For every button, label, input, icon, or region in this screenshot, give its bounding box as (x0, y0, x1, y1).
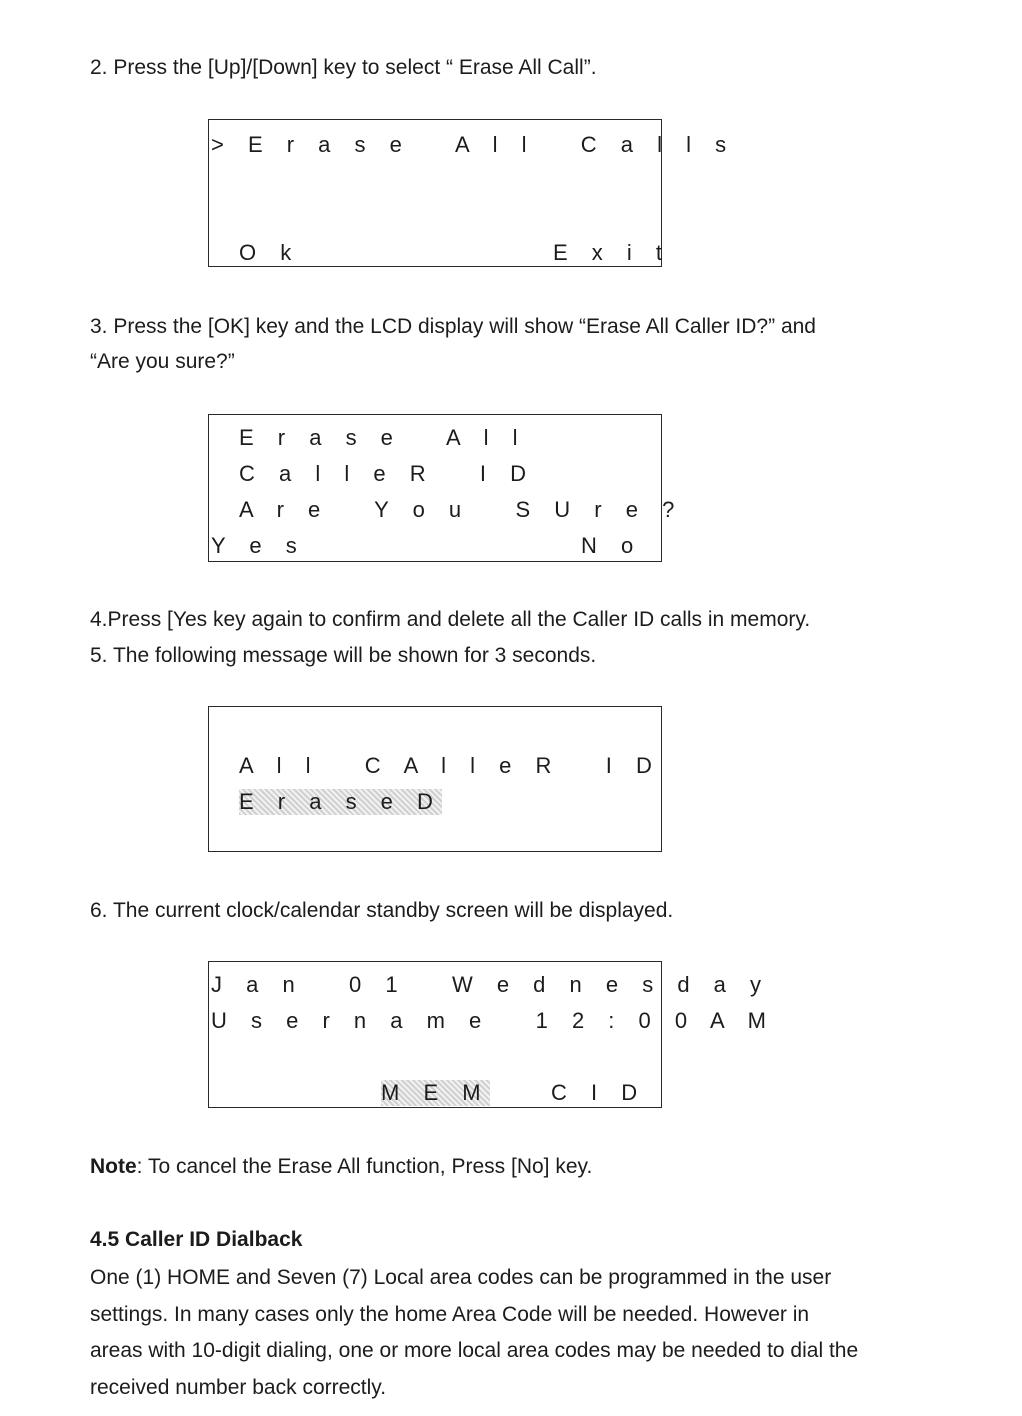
lcd-softkey-mem: M E M (381, 1080, 490, 1105)
step-5-text: 5. The following message will be shown for 3 seconds. (90, 644, 597, 667)
lcd-screen-erase-all-calls (208, 119, 736, 267)
lcd-line-erase-all: E r a s e A l l (239, 425, 527, 450)
section-body-line: settings. In many cases only the home Area Code will be needed. However in (90, 1302, 810, 1326)
lcd-line-date: J a n 0 1 W e d n e s d a y (211, 972, 771, 997)
lcd-softkey-yes: Y e s (211, 533, 306, 558)
step-4-text: 4.Press [Yes key again to confirm and delete all the Caller ID calls in memory. (90, 608, 811, 631)
lcd-softkey-cid: C I D (551, 1080, 647, 1105)
lcd-softkey-exit: E x i t (553, 240, 672, 265)
lcd-line-caller-id: C a l l e R I D (239, 461, 536, 486)
section-heading: 4.5 Caller ID Dialback (90, 1228, 303, 1251)
lcd-screen-standby (208, 961, 775, 1108)
lcd-line-are-you-sure: A r e Y o u S U r e ? (239, 497, 684, 522)
step-6-text: 6. The current clock/calendar standby screen will be displayed. (90, 899, 674, 922)
step-3-text-line2: “Are you sure?” (90, 350, 235, 373)
lcd-line-all-caller-id: A l l C A l l e R I D (239, 753, 661, 778)
section-body-line: areas with 10-digit dialing, one or more local area codes may be needed to dial the (90, 1339, 859, 1362)
lcd-line-erased: E r a s e D (239, 789, 442, 814)
section-body (90, 1260, 970, 1406)
section-body-line: received number back correctly. (90, 1375, 387, 1399)
note-text: : To cancel the Erase All function, Press [No] key. (136, 1155, 593, 1178)
section-body-line: One (1) HOME and Seven (7) Local area codes can be programmed in the user (90, 1266, 832, 1289)
note (90, 1149, 592, 1185)
step-2-text: 2. Press the [Up]/[Down] key to select “ Erase All Call”. (90, 56, 597, 79)
note-label: Note (90, 1155, 137, 1178)
lcd-screen-all-erased (208, 706, 662, 852)
lcd-softkey-ok: O k (239, 240, 301, 265)
lcd-softkey-no: N o (581, 533, 643, 558)
lcd-menu-item-erase-all-calls: > E r a s e A l l C a l l s (211, 132, 736, 157)
step-3-text-line1: 3. Press the [OK] key and the LCD display will show “Erase All Caller ID?” and (90, 315, 816, 338)
lcd-line-username-time: U s e r n a m e 1 2 : 0 0 A M (211, 1008, 775, 1033)
lcd-screen-confirm-erase (208, 414, 684, 562)
